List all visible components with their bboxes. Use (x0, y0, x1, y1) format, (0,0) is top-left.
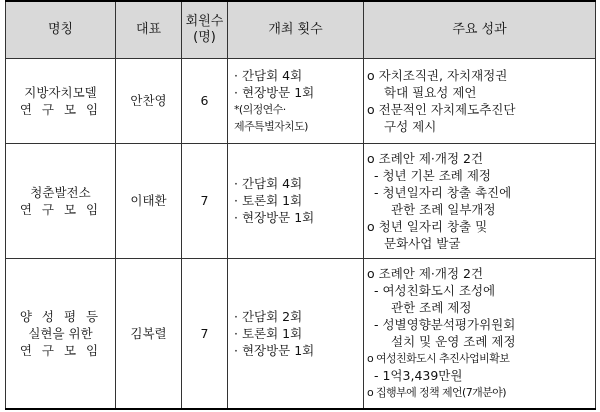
row3-session-item: · 간담회 2회 (234, 308, 303, 324)
row3-name-line1: 양 성 평 등 (19, 308, 102, 324)
research-group-table (5, 0, 596, 410)
row2-name-line1: 청춘발전소 (30, 184, 91, 200)
row1-session-item: · 간담회 4회 (234, 67, 303, 83)
header-rep: 대표 (116, 1, 182, 58)
row3-session-item: · 토론회 1회 (234, 325, 303, 341)
row2-result-item: o 청년 일자리 창출 및 (367, 218, 488, 234)
header-members-line1: 회원수 (185, 13, 224, 29)
row2-results (364, 143, 596, 258)
row1-result-item: o 자치조직권, 자치재정권 (367, 67, 508, 83)
row1-results (364, 58, 596, 143)
row1-name-line2: 연 구 모 임 (19, 101, 102, 117)
table-row (6, 258, 596, 409)
row3-result-item: o 조례안 제·개정 2건 (367, 266, 484, 282)
row2-name (6, 143, 116, 258)
row1-session-item: · 현장방문 1회 (234, 84, 315, 100)
row2-session-item: · 간담회 4회 (234, 176, 303, 191)
row2-result-item: o 조례안 제·개정 2건 (367, 150, 484, 166)
row1-session-note: *(의정연수· (234, 102, 286, 116)
row1-result-item: o 전문적인 자치제도추진단 (367, 101, 516, 117)
row3-name-line2: 실현을 위한 (28, 325, 93, 341)
row2-members: 7 (182, 143, 228, 258)
row1-name (6, 58, 116, 143)
row2-result-item: 관한 조례 일부개정 (391, 201, 496, 217)
header-name: 명칭 (6, 1, 116, 58)
header-results: 주요 성과 (364, 1, 596, 58)
row1-members: 6 (182, 58, 228, 143)
row2-session-item: · 현장방문 1회 (234, 210, 315, 225)
row3-results (364, 258, 596, 409)
header-sessions: 개최 횟수 (228, 1, 364, 58)
row3-sessions (228, 258, 364, 409)
row3-session-item: · 현장방문 1회 (234, 342, 315, 358)
row2-result-item: 문화사업 발굴 (384, 235, 461, 251)
header-row (6, 1, 596, 58)
row1-result-item: 구성 제시 (384, 118, 437, 134)
row2-result-item: - 청년 기본 조례 제정 (374, 167, 492, 183)
row3-name-line3: 연 구 모 임 (19, 342, 102, 358)
row1-sessions (228, 58, 364, 143)
row3-result-item: o 집행부에 정책 제언(7개분야) (367, 386, 506, 400)
row2-name-line2: 연 구 모 임 (19, 201, 102, 217)
row3-result-item: 관한 조례 제정 (391, 300, 472, 316)
row2-rep: 이태환 (116, 143, 182, 258)
table-row (6, 143, 596, 258)
row2-result-item: - 청년일자리 창출 촉진에 (374, 184, 512, 200)
row3-name (6, 258, 116, 409)
row3-result-item: o 여성친화도시 추진사업비확보 (367, 352, 510, 366)
row3-rep: 김복렬 (116, 258, 182, 409)
row1-session-note: 제주특별자치도) (234, 119, 308, 133)
table-row (6, 58, 596, 143)
row3-result-item: - 성별영향분석평가위원회 (374, 317, 516, 333)
row1-name-line1: 지방자치모델 (24, 84, 97, 100)
header-members (182, 1, 228, 58)
row1-rep: 안찬영 (116, 58, 182, 143)
row3-result-item: 설치 및 운영 조례 제정 (391, 334, 516, 350)
row3-result-item: - 1억3,439만원 (374, 368, 463, 384)
row1-result-item: 학대 필요성 제언 (384, 84, 477, 100)
row2-sessions (228, 143, 364, 258)
row3-members: 7 (182, 258, 228, 409)
header-members-line2: (명) (193, 29, 216, 45)
row3-result-item: - 여성친화도시 조성에 (374, 283, 496, 299)
row2-session-item: · 토론회 1회 (234, 193, 303, 208)
